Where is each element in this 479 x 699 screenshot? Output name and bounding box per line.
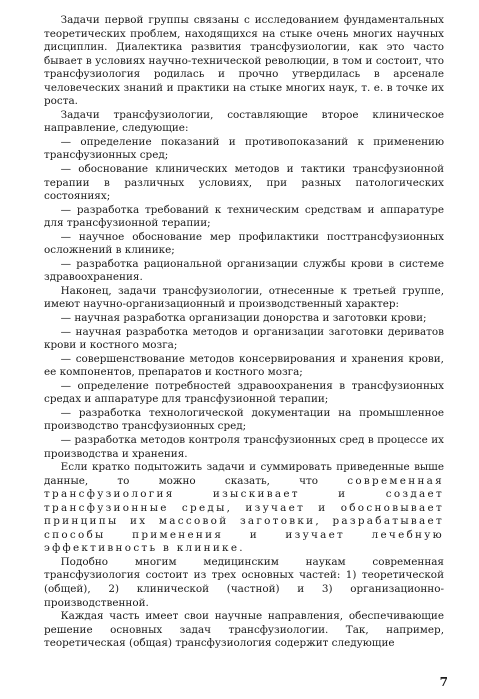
list-item: — разработка рациональной организации службы крови в системе здравоохранения. — [44, 257, 444, 284]
list-item: — определение потребностей здравоохранения в трансфузионных средах и аппаратуре для трансфузионной терапии; — [44, 379, 444, 406]
page-number: 7 — [439, 675, 448, 689]
list-item: — научная разработка организации донорства и заготовки крови; — [60, 312, 427, 325]
paragraph-three-parts: Подобно многим медицинским наукам современная трансфузиология состоит из трех основных частей: 1) теоретической (общей), 2) клинической (частной) и 3) организационно-производственной. — [44, 555, 444, 609]
paragraph-first-group: Задачи первой группы связаны с исследованием фундаментальных теоретических проблем, находящихся на стыке очень многих научных дисциплин. Диалектика развития трансфузиологии, как это часто бывает в условиях научно-технической революции, в том и состоит, что трансфузиология родилась и прочно утвердилась в арсенале человеческих знаний и практики на стыке многих наук, т. е. в точке их роста. — [44, 14, 444, 108]
list-item: — совершенствование методов консервирования и хранения крови, ее компонентов, препаратов и костного мозга; — [44, 352, 444, 379]
list-item: — разработка методов контроля трансфузионных сред в процессе их производства и хранения. — [44, 433, 444, 460]
list-item: — разработка технологической документации на промышленное производство трансфузионных сред; — [44, 406, 444, 433]
paragraph-each-part: Каждая часть имеет свои научные направления, обеспечивающие решение основных задач трансфузиологии. Так, например, теоретическая (общая) трансфузиология содержит следующие — [44, 610, 444, 650]
list-item: — научное обоснование мер профилактики посттрансфузионных осложнений в клинике; — [44, 230, 444, 257]
list-item: — разработка требований к техническим средствам и аппаратуре для трансфузионной терапии; — [44, 203, 444, 230]
summary-lead: Если кратко подытожить задачи и суммировать приведенные выше данные, то можно сказать, что — [44, 461, 444, 487]
summary-emphasis: современная трансфузиология изыскивает и создает трансфузионные среды, изучает и обосновывает принципы их массовой заготовки, разрабатывает способы применения и изучает лечебную эффективность в клинике. — [44, 474, 444, 555]
paragraph-second-group-intro: Задачи трансфузиологии, составляющие второе клиническое направление, следующие: — [44, 108, 444, 135]
paragraph-summary — [44, 461, 444, 556]
list-item: — определение показаний и противопоказаний к применению трансфузионных сред; — [44, 135, 444, 162]
list-item: — научная разработка методов и организации заготовки дериватов крови и костного мозга; — [44, 325, 444, 352]
paragraph-third-group-intro: Наконец, задачи трансфузиологии, отнесенные к третьей группе, имеют научно-организационный и производственный характер: — [44, 284, 444, 311]
page-body — [44, 14, 444, 651]
list-item: — обоснование клинических методов и тактики трансфузионной терапии в различных условиях, при разных патологических состояниях; — [44, 163, 444, 203]
